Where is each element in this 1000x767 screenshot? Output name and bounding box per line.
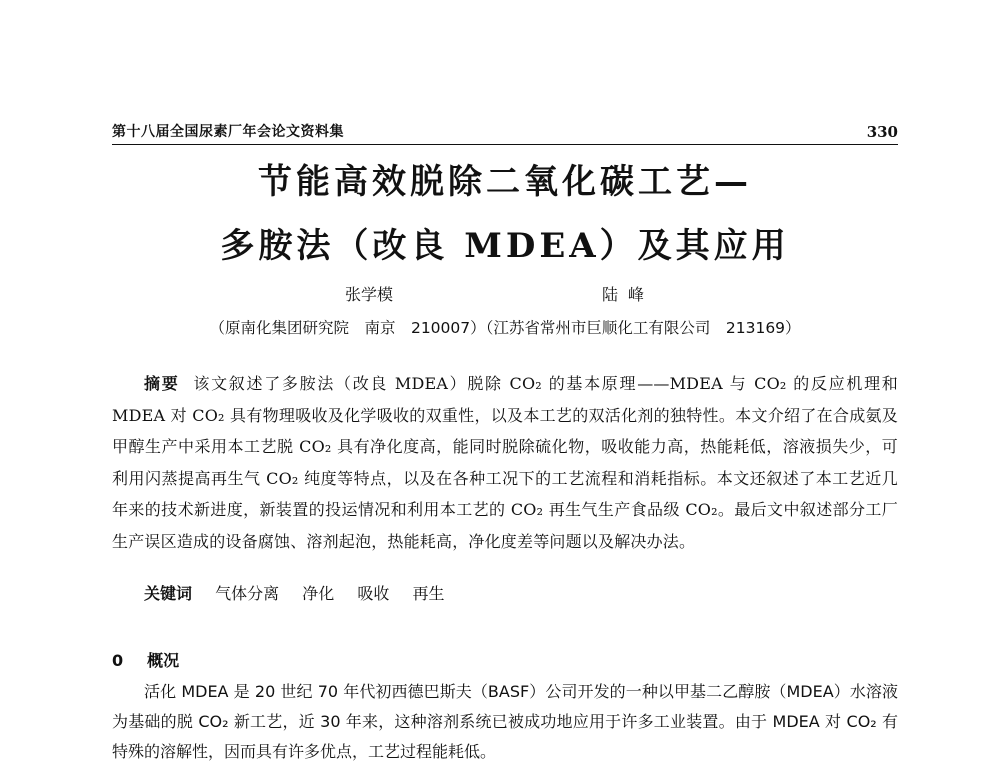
- keywords: [144, 581, 462, 604]
- keyword: 气体分离: [215, 584, 280, 603]
- abstract-label: 摘要: [144, 374, 180, 393]
- running-header: [112, 118, 898, 145]
- author-2: 陆峰: [602, 285, 655, 304]
- paper-title-line-1: 节能高效脱除二氧化碳工艺—: [258, 162, 752, 202]
- section-body-paragraph: 活化 MDEA 是 20 世纪 70 年代初西德巴斯夫（BASF）公司开发的一种以甲基二乙醇胺（MDEA）水溶液为基础的脱 CO₂ 新工艺，近 30 年来，这种溶剂系统已被成功地应用于许多工业装置。由于 MDEA 对 CO₂ 有特殊的溶解性，因而具有许多优点，工艺过程能耗低。: [112, 682, 898, 761]
- journal-title: 第十八届全国尿素厂年会论文资料集: [112, 124, 344, 140]
- author-1: 张学模: [345, 285, 394, 304]
- keyword: 吸收: [357, 584, 390, 603]
- paper-title-line-2: 多胺法（改良 MDEA）及其应用: [220, 226, 790, 266]
- affiliations: （原南化集团研究院 南京 210007）（江苏省常州市巨顺化工有限公司 213169）: [209, 319, 801, 337]
- section-number: 0: [112, 651, 124, 670]
- abstract: [112, 368, 898, 557]
- abstract-text: 该文叙述了多胺法（改良 MDEA）脱除 CO₂ 的基本原理——MDEA 与 CO₂ 的反应机理和 MDEA 对 CO₂ 具有物理吸收及化学吸收的双重性，以及本工艺的双活化剂的独特性。本文介绍了在合成氨及甲醇生产中采用本工艺脱 CO₂ 具有净化度高，能同时脱除硫化物，吸收能力高，热能耗低，溶液损失少，可利用闪蒸提高再生气 CO₂ 纯度等特点，以及在各种工况下的工艺流程和消耗指标。本文还叙述了本工艺近几年来的技术新进度，新装置的投运情况和利用本工艺的 CO₂ 再生气生产食品级 CO₂。最后文中叙述部分工厂生产误区造成的设备腐蚀、溶剂起泡，热能耗高，净化度差等问题以及解决办法。: [112, 374, 898, 551]
- page-number: 330: [866, 123, 898, 141]
- keyword: 净化: [302, 584, 335, 603]
- author-list: [112, 282, 898, 304]
- section-title: 概况: [147, 651, 180, 670]
- section-heading: [112, 648, 179, 671]
- keywords-label: 关键词: [144, 584, 193, 603]
- keyword: 再生: [412, 584, 445, 603]
